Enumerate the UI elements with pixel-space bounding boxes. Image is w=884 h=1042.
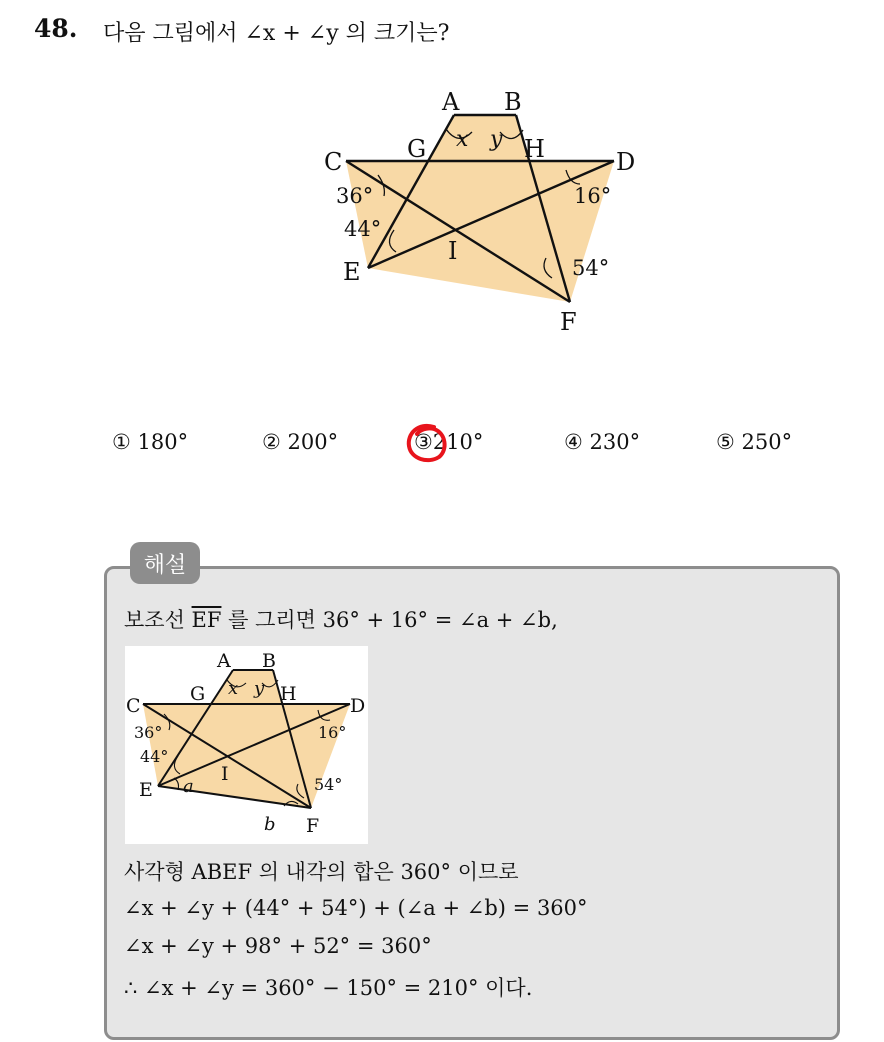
solution-label-vertex-e: E	[139, 779, 153, 801]
choice-mark: ④	[564, 430, 583, 454]
solution-label-angle-54: 54°	[314, 775, 343, 794]
solution-label-vertex-g: G	[190, 683, 206, 705]
label-angle-54: 54°	[572, 256, 610, 280]
choice-mark: ⑤	[716, 430, 735, 454]
choice-5[interactable]	[716, 430, 792, 454]
choice-mark: ①	[112, 430, 131, 454]
solution-line-3: ∠x + ∠y + (44° + 54°) + (∠a + ∠b) = 360°	[124, 896, 588, 920]
solution-line-5: ∴ ∠x + ∠y = 360° − 150° = 210° 이다.	[124, 976, 533, 1000]
solution-line-2: 사각형 ABEF 의 내각의 합은 360° 이므로	[124, 860, 519, 884]
label-angle-36: 36°	[336, 184, 374, 208]
solution-label-angle-16: 16°	[318, 723, 347, 742]
solution-label-angle-b: b	[264, 814, 276, 835]
label-vertex-d: D	[616, 148, 636, 176]
selected-answer-circle-icon	[404, 422, 450, 466]
solution-label-vertex-h: H	[280, 683, 297, 705]
solution-line-1	[124, 604, 558, 634]
label-vertex-e: E	[343, 258, 361, 286]
label-vertex-b: B	[504, 88, 522, 116]
solution-label-angle-36: 36°	[134, 723, 163, 742]
choice-value: 210°	[432, 430, 484, 454]
choice-mark: ②	[262, 430, 281, 454]
choice-value: 200°	[287, 430, 339, 454]
solution-label-vertex-a: A	[217, 650, 231, 672]
solution-label-vertex-i: I	[221, 763, 229, 785]
label-vertex-c: C	[324, 148, 343, 176]
solution-label-vertex-f: F	[306, 815, 320, 837]
question-number: 48.	[34, 14, 78, 43]
segment-ef: $\overline{EF}$	[191, 608, 222, 632]
question-text: 다음 그림에서 ∠x + ∠y 의 크기는?	[103, 21, 450, 46]
choice-value: 180°	[137, 430, 189, 454]
label-vertex-f: F	[560, 308, 577, 336]
choice-mark: ③	[414, 430, 433, 454]
label-vertex-i: I	[448, 237, 458, 265]
solution-label-vertex-d: D	[350, 695, 366, 717]
choice-value: 230°	[589, 430, 641, 454]
solution-line-1-pre: 보조선	[124, 608, 185, 632]
choice-1[interactable]	[112, 430, 188, 454]
choice-2[interactable]	[262, 430, 338, 454]
solution-label-angle-y: y	[254, 678, 265, 699]
solution-line-4: ∠x + ∠y + 98° + 52° = 360°	[124, 934, 432, 958]
label-angle-x: x	[456, 127, 469, 152]
solution-figure	[125, 646, 368, 844]
star-figure	[300, 82, 660, 342]
label-vertex-g: G	[407, 135, 427, 163]
solution-line-1-post: 를 그리면 36° + 16° = ∠a + ∠b,	[228, 608, 558, 632]
label-angle-y: y	[490, 127, 503, 152]
solution-label-angle-44: 44°	[140, 747, 169, 766]
solution-label-vertex-c: C	[126, 695, 141, 717]
label-angle-16: 16°	[574, 184, 612, 208]
label-angle-44: 44°	[344, 217, 382, 241]
label-vertex-a: A	[442, 88, 460, 116]
solution-label-angle-x: x	[228, 678, 239, 699]
solution-label-vertex-b: B	[262, 650, 276, 672]
solution-label-angle-a: a	[183, 776, 194, 797]
label-vertex-h: H	[524, 135, 545, 163]
choice-value: 250°	[741, 430, 793, 454]
choice-4[interactable]	[564, 430, 640, 454]
solution-badge: 해설	[130, 542, 200, 584]
